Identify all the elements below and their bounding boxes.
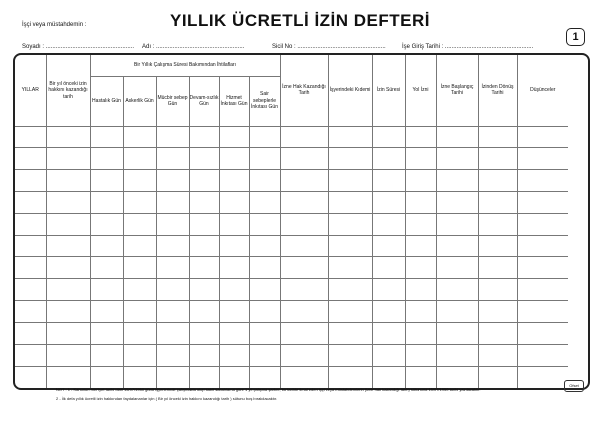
ledger-cell[interactable] xyxy=(405,257,436,279)
ledger-cell[interactable] xyxy=(46,126,90,148)
ledger-cell[interactable] xyxy=(123,322,156,344)
ledger-cell[interactable] xyxy=(478,366,517,388)
ledger-cell[interactable] xyxy=(15,366,46,388)
ledger-cell[interactable] xyxy=(328,257,372,279)
ledger-row xyxy=(15,301,568,323)
ledger-cell[interactable] xyxy=(219,170,249,192)
ledger-cell[interactable] xyxy=(46,366,90,388)
ledger-cell[interactable] xyxy=(156,148,189,170)
ledger-cell[interactable] xyxy=(219,279,249,301)
ledger-cell[interactable] xyxy=(328,191,372,213)
ledger-cell[interactable] xyxy=(280,322,328,344)
page-number-badge: 1 xyxy=(566,28,585,46)
ledger-cell[interactable] xyxy=(123,235,156,257)
ledger-cell[interactable] xyxy=(372,126,405,148)
col-service-break: Hizmet İnkıtası Gün xyxy=(219,76,249,126)
ledger-cell[interactable] xyxy=(372,213,405,235)
ledger-cell[interactable] xyxy=(249,301,280,323)
ledger-cell[interactable] xyxy=(46,322,90,344)
ledger-cell[interactable] xyxy=(156,235,189,257)
col-years: YILLAR xyxy=(15,55,46,126)
ledger-row xyxy=(15,191,568,213)
ledger-cell[interactable] xyxy=(280,257,328,279)
ledger-cell[interactable] xyxy=(156,279,189,301)
ledger-cell[interactable] xyxy=(156,301,189,323)
ledger-cell[interactable] xyxy=(328,213,372,235)
ledger-cell[interactable] xyxy=(478,257,517,279)
ledger-cell[interactable] xyxy=(189,148,219,170)
col-leave-duration: İzin Süresi xyxy=(372,55,405,126)
col-absence: Devam-sızlık Gün xyxy=(189,76,219,126)
ledger-cell[interactable] xyxy=(15,257,46,279)
ledger-cell[interactable] xyxy=(280,235,328,257)
col-earned-date: Bir yıl önceki izin hakkını kazandığı tarih xyxy=(46,55,90,126)
ledger-cell[interactable] xyxy=(372,301,405,323)
ledger-cell[interactable] xyxy=(189,257,219,279)
ledger-cell[interactable] xyxy=(517,213,568,235)
ledger-cell[interactable] xyxy=(156,322,189,344)
ledger-cell[interactable] xyxy=(249,191,280,213)
ledger-cell[interactable] xyxy=(517,344,568,366)
ledger-cell[interactable] xyxy=(517,126,568,148)
ledger-row xyxy=(15,279,568,301)
ledger-cell[interactable] xyxy=(46,191,90,213)
ledger-cell[interactable] xyxy=(46,170,90,192)
ledger-cell[interactable] xyxy=(436,126,478,148)
ledger-cell[interactable] xyxy=(90,191,123,213)
name-field[interactable]: Adı : ..................................................... xyxy=(142,44,245,50)
ledger-row xyxy=(15,344,568,366)
ledger-cell[interactable] xyxy=(219,322,249,344)
col-travel-leave: Yol İzni xyxy=(405,55,436,126)
col-other-break: Sair sebeplerle İnkıtası Gün xyxy=(249,76,280,126)
ledger-cell[interactable] xyxy=(478,170,517,192)
ledger-cell[interactable] xyxy=(90,126,123,148)
ledger-cell[interactable] xyxy=(517,191,568,213)
surname-field[interactable]: Soyadı : ..................................................... xyxy=(22,44,135,50)
ledger-cell[interactable] xyxy=(372,279,405,301)
ledger-cell[interactable] xyxy=(405,235,436,257)
ledger-cell[interactable] xyxy=(517,235,568,257)
ledger-cell[interactable] xyxy=(405,322,436,344)
ledger-cell[interactable] xyxy=(280,126,328,148)
ledger-cell[interactable] xyxy=(517,322,568,344)
ledger-cell[interactable] xyxy=(478,191,517,213)
ledger-row xyxy=(15,213,568,235)
col-entitled-date: İzne Hak Kazandığı Tarih xyxy=(280,55,328,126)
ledger-cell[interactable] xyxy=(372,366,405,388)
footnotes xyxy=(56,387,556,404)
ledger-cell[interactable] xyxy=(405,126,436,148)
ledger-cell[interactable] xyxy=(156,213,189,235)
page-title: YILLIK ÜCRETLİ İZİN DEFTERİ xyxy=(170,11,430,30)
ledger-cell[interactable] xyxy=(189,301,219,323)
col-leave-start: İzne Başlangıç Tarihi xyxy=(436,55,478,126)
ledger-cell[interactable] xyxy=(249,366,280,388)
ledger-cell[interactable] xyxy=(372,257,405,279)
ledger-cell[interactable] xyxy=(189,279,219,301)
ledger-row xyxy=(15,126,568,148)
publisher-logo: Ofset xyxy=(564,380,584,392)
col-sickness: Hastalık Gün xyxy=(90,76,123,126)
ledger-cell[interactable] xyxy=(372,235,405,257)
ledger-cell[interactable] xyxy=(436,148,478,170)
ledger-cell[interactable] xyxy=(90,322,123,344)
ledger-cell[interactable] xyxy=(436,301,478,323)
ledger-row xyxy=(15,322,568,344)
ledger-cell[interactable] xyxy=(46,257,90,279)
ledger-cell[interactable] xyxy=(156,366,189,388)
ledger-cell[interactable] xyxy=(280,148,328,170)
ledger-cell[interactable] xyxy=(123,366,156,388)
ledger-cell[interactable] xyxy=(249,322,280,344)
ledger-cell[interactable] xyxy=(436,170,478,192)
ledger-cell[interactable] xyxy=(436,257,478,279)
ledger-cell[interactable] xyxy=(15,235,46,257)
ledger-cell[interactable] xyxy=(436,191,478,213)
ledger-cell[interactable] xyxy=(46,235,90,257)
ledger-cell[interactable] xyxy=(280,344,328,366)
ledger-cell[interactable] xyxy=(156,191,189,213)
ledger-cell[interactable] xyxy=(280,301,328,323)
ledger-cell[interactable] xyxy=(123,213,156,235)
ledger-cell[interactable] xyxy=(15,126,46,148)
ledger-cell[interactable] xyxy=(249,213,280,235)
ledger-cell[interactable] xyxy=(517,257,568,279)
ledger-cell[interactable] xyxy=(478,126,517,148)
ledger-cell[interactable] xyxy=(90,148,123,170)
ledger-cell[interactable] xyxy=(405,170,436,192)
ledger-cell[interactable] xyxy=(90,170,123,192)
ledger-cell[interactable] xyxy=(372,191,405,213)
ledger-cell[interactable] xyxy=(189,322,219,344)
ledger-cell[interactable] xyxy=(123,279,156,301)
ledger-cell[interactable] xyxy=(189,170,219,192)
ledger-cell[interactable] xyxy=(46,213,90,235)
ledger-cell[interactable] xyxy=(90,257,123,279)
ledger-cell[interactable] xyxy=(156,257,189,279)
ledger-table xyxy=(15,55,568,388)
ledger-cell[interactable] xyxy=(405,344,436,366)
ledger-cell[interactable] xyxy=(372,170,405,192)
ledger-cell[interactable] xyxy=(156,344,189,366)
ledger-cell[interactable] xyxy=(219,235,249,257)
ledger-cell[interactable] xyxy=(46,344,90,366)
note-2: 2 - İlk defa yıllık ücretli izin hakkından faydalananlar için ( Bir yıl önceki izin hakkını kazandığı tarih ) sütunu boş bırakılacaktır. xyxy=(56,395,278,401)
ledger-cell[interactable] xyxy=(328,148,372,170)
ledger-cell[interactable] xyxy=(280,279,328,301)
ledger-cell[interactable] xyxy=(372,322,405,344)
ledger-cell[interactable] xyxy=(123,170,156,192)
ledger-cell[interactable] xyxy=(219,366,249,388)
col-leave-return: İzinden Dönüş Tarihi xyxy=(478,55,517,126)
ledger-cell[interactable] xyxy=(328,366,372,388)
ledger-cell[interactable] xyxy=(46,148,90,170)
ledger-cell[interactable] xyxy=(189,213,219,235)
ledger-cell[interactable] xyxy=(123,126,156,148)
ledger-row xyxy=(15,235,568,257)
ledger-cell[interactable] xyxy=(517,148,568,170)
ledger-cell[interactable] xyxy=(436,344,478,366)
ledger-row xyxy=(15,366,568,388)
ledger-cell[interactable] xyxy=(405,366,436,388)
ledger-cell[interactable] xyxy=(517,301,568,323)
ledger-cell[interactable] xyxy=(328,170,372,192)
ledger-cell[interactable] xyxy=(123,344,156,366)
ledger-cell[interactable] xyxy=(280,366,328,388)
ledger-cell[interactable] xyxy=(123,148,156,170)
ledger-cell[interactable] xyxy=(219,191,249,213)
ledger-cell[interactable] xyxy=(517,170,568,192)
ledger-cell[interactable] xyxy=(328,126,372,148)
ledger-cell[interactable] xyxy=(249,279,280,301)
start-date-field[interactable]: İşe Giriş Tarihi : ..................................................... xyxy=(402,44,534,50)
ledger-cell[interactable] xyxy=(280,213,328,235)
ledger-cell[interactable] xyxy=(372,148,405,170)
ledger-cell[interactable] xyxy=(517,366,568,388)
ledger-cell[interactable] xyxy=(156,170,189,192)
ledger-cell[interactable] xyxy=(219,344,249,366)
ledger-cell[interactable] xyxy=(90,366,123,388)
ledger-cell[interactable] xyxy=(189,366,219,388)
employer-label: İşçi veya müstahdemin : xyxy=(22,22,87,28)
ledger-frame xyxy=(13,53,590,390)
ledger-cell[interactable] xyxy=(189,126,219,148)
ledger-cell[interactable] xyxy=(328,344,372,366)
ledger-cell[interactable] xyxy=(328,235,372,257)
ledger-cell[interactable] xyxy=(90,213,123,235)
col-group-disputes: Bir Yıllık Çalışma Süresi Bakımından İhtilafları xyxy=(90,55,280,76)
note-1: NOT : 1 - Kanunun mer'iyet tarihi olan 15/07/1950 günü işyerlerinde çalışmakta olup sabit sabahlama göre 1 yıl çalışma şartını, bu tarihte ilmal eden işçi veya müstahdemlerin (izne hak kazandığı tarih) sütununa 15/07/1950 tarihi yazılacaktır. xyxy=(56,387,481,392)
registry-field[interactable]: Sicil No : ..................................................... xyxy=(272,44,386,50)
ledger-cell[interactable] xyxy=(478,279,517,301)
ledger-cell[interactable] xyxy=(219,213,249,235)
col-remarks: Düşünceler xyxy=(517,55,568,126)
ledger-cell[interactable] xyxy=(156,126,189,148)
ledger-cell[interactable] xyxy=(189,235,219,257)
ledger-cell[interactable] xyxy=(15,279,46,301)
ledger-cell[interactable] xyxy=(478,344,517,366)
ledger-cell[interactable] xyxy=(249,344,280,366)
ledger-cell[interactable] xyxy=(46,301,90,323)
ledger-cell[interactable] xyxy=(405,301,436,323)
ledger-cell[interactable] xyxy=(15,322,46,344)
ledger-cell[interactable] xyxy=(15,344,46,366)
col-force-majeure: Mücbir sebep Gün xyxy=(156,76,189,126)
ledger-cell[interactable] xyxy=(90,235,123,257)
ledger-cell[interactable] xyxy=(15,213,46,235)
ledger-cell[interactable] xyxy=(436,279,478,301)
ledger-cell[interactable] xyxy=(123,191,156,213)
ledger-cell[interactable] xyxy=(90,301,123,323)
ledger-cell[interactable] xyxy=(478,322,517,344)
ledger-cell[interactable] xyxy=(478,213,517,235)
ledger-cell[interactable] xyxy=(249,170,280,192)
ledger-cell[interactable] xyxy=(249,235,280,257)
ledger-cell[interactable] xyxy=(436,366,478,388)
ledger-cell[interactable] xyxy=(478,235,517,257)
ledger-cell[interactable] xyxy=(15,170,46,192)
ledger-row xyxy=(15,257,568,279)
ledger-cell[interactable] xyxy=(90,344,123,366)
ledger-row xyxy=(15,148,568,170)
ledger-cell[interactable] xyxy=(405,191,436,213)
ledger-cell[interactable] xyxy=(280,170,328,192)
ledger-cell[interactable] xyxy=(189,344,219,366)
ledger-cell[interactable] xyxy=(15,301,46,323)
ledger-cell[interactable] xyxy=(328,322,372,344)
ledger-cell[interactable] xyxy=(436,322,478,344)
ledger-cell[interactable] xyxy=(405,148,436,170)
ledger-cell[interactable] xyxy=(219,126,249,148)
ledger-cell[interactable] xyxy=(328,279,372,301)
ledger-cell[interactable] xyxy=(436,213,478,235)
ledger-cell[interactable] xyxy=(405,279,436,301)
ledger-cell[interactable] xyxy=(405,213,436,235)
ledger-cell[interactable] xyxy=(249,126,280,148)
ledger-cell[interactable] xyxy=(219,257,249,279)
ledger-cell[interactable] xyxy=(372,344,405,366)
ledger-cell[interactable] xyxy=(328,301,372,323)
ledger-cell[interactable] xyxy=(15,191,46,213)
ledger-cell[interactable] xyxy=(517,279,568,301)
ledger-cell[interactable] xyxy=(280,191,328,213)
ledger-cell[interactable] xyxy=(219,148,249,170)
ledger-cell[interactable] xyxy=(90,279,123,301)
ledger-cell[interactable] xyxy=(249,257,280,279)
ledger-cell[interactable] xyxy=(189,191,219,213)
ledger-cell[interactable] xyxy=(219,301,249,323)
ledger-cell[interactable] xyxy=(123,301,156,323)
ledger-cell[interactable] xyxy=(15,148,46,170)
ledger-cell[interactable] xyxy=(46,279,90,301)
col-military: Askerlik Gün xyxy=(123,76,156,126)
ledger-cell[interactable] xyxy=(478,148,517,170)
ledger-row xyxy=(15,170,568,192)
ledger-cell[interactable] xyxy=(436,235,478,257)
ledger-cell[interactable] xyxy=(478,301,517,323)
ledger-cell[interactable] xyxy=(249,148,280,170)
col-seniority: İşyerindeki Kıdemi xyxy=(328,55,372,126)
ledger-cell[interactable] xyxy=(123,257,156,279)
